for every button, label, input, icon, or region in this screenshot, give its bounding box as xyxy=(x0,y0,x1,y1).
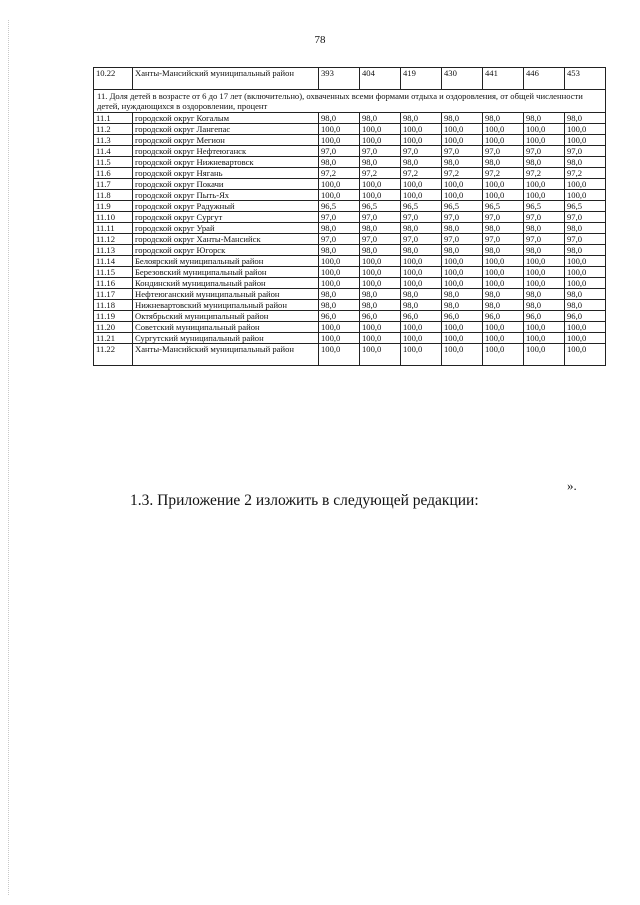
table-row xyxy=(94,146,606,157)
row-value: 100,0 xyxy=(565,124,606,135)
row-value: 96,5 xyxy=(565,201,606,212)
row-value: 100,0 xyxy=(442,344,483,366)
row-value: 98,0 xyxy=(360,113,401,124)
row-value: 98,0 xyxy=(319,245,360,256)
row-value: 100,0 xyxy=(360,135,401,146)
row-value: 100,0 xyxy=(524,344,565,366)
row-name: городской округ Нягань xyxy=(133,168,319,179)
row-value: 100,0 xyxy=(442,124,483,135)
row-value: 100,0 xyxy=(401,190,442,201)
table-row xyxy=(94,157,606,168)
row-code: 11.15 xyxy=(94,267,133,278)
row-value: 98,0 xyxy=(442,300,483,311)
row-value: 98,0 xyxy=(401,300,442,311)
row-value: 100,0 xyxy=(401,344,442,366)
row-value: 96,0 xyxy=(565,311,606,322)
row-value: 97,0 xyxy=(401,146,442,157)
row-value: 100,0 xyxy=(483,267,524,278)
row-value: 98,0 xyxy=(360,300,401,311)
row-value: 97,0 xyxy=(565,234,606,245)
row-value: 98,0 xyxy=(401,157,442,168)
row-value: 100,0 xyxy=(524,278,565,289)
row-value: 96,0 xyxy=(401,311,442,322)
table-row xyxy=(94,278,606,289)
row-value: 97,2 xyxy=(360,168,401,179)
row-value: 100,0 xyxy=(483,344,524,366)
row-value: 100,0 xyxy=(483,333,524,344)
row-value: 97,0 xyxy=(319,212,360,223)
row-value: 100,0 xyxy=(319,322,360,333)
row-name: городской округ Пыть-Ях xyxy=(133,190,319,201)
row-value: 100,0 xyxy=(524,267,565,278)
row-value: 100,0 xyxy=(524,333,565,344)
indicator-table xyxy=(93,67,606,366)
table-row xyxy=(94,168,606,179)
row-value: 98,0 xyxy=(360,289,401,300)
row-value: 100,0 xyxy=(442,190,483,201)
row-value: 100,0 xyxy=(565,322,606,333)
scan-margin-line xyxy=(8,20,9,895)
row-name: городской округ Ханты-Мансийск xyxy=(133,234,319,245)
row-value: 96,5 xyxy=(442,201,483,212)
row-code: 11.1 xyxy=(94,113,133,124)
row-value: 100,0 xyxy=(483,135,524,146)
row-value: 98,0 xyxy=(565,300,606,311)
row-value: 100,0 xyxy=(360,322,401,333)
row-value: 100,0 xyxy=(319,344,360,366)
row-value: 98,0 xyxy=(565,113,606,124)
row-value: 100,0 xyxy=(360,267,401,278)
row-value: 98,0 xyxy=(565,157,606,168)
row-value: 100,0 xyxy=(401,267,442,278)
row-value: 100,0 xyxy=(483,256,524,267)
row-code: 11.19 xyxy=(94,311,133,322)
table-row xyxy=(94,300,606,311)
row-value: 100,0 xyxy=(565,179,606,190)
row-value: 98,0 xyxy=(483,157,524,168)
row-code: 11.13 xyxy=(94,245,133,256)
row-value: 100,0 xyxy=(483,179,524,190)
row-value: 100,0 xyxy=(483,278,524,289)
row-value: 100,0 xyxy=(565,190,606,201)
row-value: 98,0 xyxy=(483,300,524,311)
row-value: 98,0 xyxy=(319,223,360,234)
row-value: 97,0 xyxy=(483,234,524,245)
closing-quote-mark: ». xyxy=(567,478,577,493)
row-value: 100,0 xyxy=(442,278,483,289)
row-value: 97,0 xyxy=(524,234,565,245)
row-code: 11.3 xyxy=(94,135,133,146)
table-row xyxy=(94,212,606,223)
row-code: 11.5 xyxy=(94,157,133,168)
row-value: 98,0 xyxy=(524,289,565,300)
row-value: 100,0 xyxy=(524,135,565,146)
table-row xyxy=(94,201,606,212)
row-value: 97,0 xyxy=(483,146,524,157)
row-name: Октябрьский муниципальный район xyxy=(133,311,319,322)
row-value: 97,0 xyxy=(319,234,360,245)
row-value: 100,0 xyxy=(442,322,483,333)
row-value: 100,0 xyxy=(442,333,483,344)
row-value: 97,0 xyxy=(401,234,442,245)
page-number: 78 xyxy=(314,34,326,46)
row-value: 100,0 xyxy=(565,278,606,289)
row-value: 98,0 xyxy=(442,245,483,256)
row-value: 97,0 xyxy=(442,212,483,223)
row-value: 96,0 xyxy=(360,311,401,322)
row-name: городской округ Когалым xyxy=(133,113,319,124)
row-code: 11.21 xyxy=(94,333,133,344)
table-row xyxy=(94,333,606,344)
row-value: 96,5 xyxy=(401,201,442,212)
table-row xyxy=(94,267,606,278)
row-value: 96,5 xyxy=(319,201,360,212)
row-value: 98,0 xyxy=(319,157,360,168)
row-value: 100,0 xyxy=(483,190,524,201)
row-value: 97,2 xyxy=(483,168,524,179)
row-value: 100,0 xyxy=(319,333,360,344)
row-value: 98,0 xyxy=(401,245,442,256)
row-code: 11.14 xyxy=(94,256,133,267)
row-name: городской округ Урай xyxy=(133,223,319,234)
row-code: 11.2 xyxy=(94,124,133,135)
row-code: 11.9 xyxy=(94,201,133,212)
row-value: 100,0 xyxy=(360,124,401,135)
row-value: 98,0 xyxy=(401,113,442,124)
row-value: 100,0 xyxy=(319,267,360,278)
row-value: 98,0 xyxy=(524,113,565,124)
row-name: Сургутский муниципальный район xyxy=(133,333,319,344)
row-value: 97,0 xyxy=(524,212,565,223)
row-value: 98,0 xyxy=(442,223,483,234)
row-value: 96,5 xyxy=(360,201,401,212)
row-value: 404 xyxy=(360,68,401,90)
row-name: городской округ Югорск xyxy=(133,245,319,256)
row-value: 98,0 xyxy=(442,113,483,124)
row-code: 11.17 xyxy=(94,289,133,300)
row-value: 98,0 xyxy=(565,223,606,234)
row-code: 11.7 xyxy=(94,179,133,190)
amendment-instruction: 1.3. Приложение 2 изложить в следующей редакции: xyxy=(130,492,479,509)
row-value: 98,0 xyxy=(401,223,442,234)
row-value: 98,0 xyxy=(483,289,524,300)
row-value: 100,0 xyxy=(401,256,442,267)
row-value: 419 xyxy=(401,68,442,90)
row-value: 98,0 xyxy=(565,289,606,300)
table-row xyxy=(94,223,606,234)
row-name: Нефтеюганский муниципальный район xyxy=(133,289,319,300)
row-value: 98,0 xyxy=(360,223,401,234)
row-name: Березовский муниципальный район xyxy=(133,267,319,278)
row-value: 98,0 xyxy=(442,157,483,168)
row-value: 100,0 xyxy=(319,135,360,146)
row-name: Ханты-Мансийский муниципальный район xyxy=(133,68,319,90)
row-value: 100,0 xyxy=(483,124,524,135)
row-value: 441 xyxy=(483,68,524,90)
row-value: 100,0 xyxy=(319,179,360,190)
row-code: 11.16 xyxy=(94,278,133,289)
row-value: 100,0 xyxy=(565,344,606,366)
row-name: городской округ Радужный xyxy=(133,201,319,212)
row-code: 11.12 xyxy=(94,234,133,245)
row-value: 97,2 xyxy=(319,168,360,179)
row-value: 100,0 xyxy=(565,267,606,278)
row-code: 10.22 xyxy=(94,68,133,90)
row-code: 11.20 xyxy=(94,322,133,333)
row-name: Нижневартовский муниципальный район xyxy=(133,300,319,311)
table-row xyxy=(94,245,606,256)
row-value: 100,0 xyxy=(442,256,483,267)
row-value: 100,0 xyxy=(401,124,442,135)
row-name: городской округ Мегион xyxy=(133,135,319,146)
row-value: 97,2 xyxy=(524,168,565,179)
row-value: 97,0 xyxy=(319,146,360,157)
row-value: 98,0 xyxy=(360,157,401,168)
row-value: 96,0 xyxy=(483,311,524,322)
row-code: 11.6 xyxy=(94,168,133,179)
row-value: 98,0 xyxy=(483,113,524,124)
row-value: 446 xyxy=(524,68,565,90)
row-value: 97,0 xyxy=(360,146,401,157)
row-value: 98,0 xyxy=(442,289,483,300)
row-value: 100,0 xyxy=(401,278,442,289)
row-value: 100,0 xyxy=(401,135,442,146)
row-value: 97,0 xyxy=(401,212,442,223)
row-value: 100,0 xyxy=(524,179,565,190)
row-name: городской округ Сургут xyxy=(133,212,319,223)
table-row xyxy=(94,68,606,90)
row-value: 98,0 xyxy=(524,157,565,168)
table-row xyxy=(94,289,606,300)
row-value: 100,0 xyxy=(524,322,565,333)
row-value: 100,0 xyxy=(319,124,360,135)
row-value: 97,0 xyxy=(360,212,401,223)
row-value: 100,0 xyxy=(319,256,360,267)
row-value: 100,0 xyxy=(565,135,606,146)
table-row xyxy=(94,179,606,190)
row-value: 100,0 xyxy=(360,278,401,289)
row-name: Белоярский муниципальный район xyxy=(133,256,319,267)
row-value: 100,0 xyxy=(360,256,401,267)
row-name: Ханты-Мансийский муниципальный район xyxy=(133,344,319,366)
row-value: 100,0 xyxy=(401,333,442,344)
row-value: 100,0 xyxy=(565,256,606,267)
row-value: 100,0 xyxy=(360,344,401,366)
row-value: 97,0 xyxy=(360,234,401,245)
section-header-row xyxy=(94,90,606,113)
row-name: городской округ Покачи xyxy=(133,179,319,190)
table-row xyxy=(94,113,606,124)
row-value: 100,0 xyxy=(319,278,360,289)
row-value: 100,0 xyxy=(360,333,401,344)
row-value: 100,0 xyxy=(524,124,565,135)
row-value: 97,0 xyxy=(442,146,483,157)
row-value: 97,0 xyxy=(565,146,606,157)
row-value: 98,0 xyxy=(360,245,401,256)
row-value: 100,0 xyxy=(401,322,442,333)
row-value: 100,0 xyxy=(360,190,401,201)
row-name: Советский муниципальный район xyxy=(133,322,319,333)
row-value: 100,0 xyxy=(565,333,606,344)
row-value: 430 xyxy=(442,68,483,90)
row-value: 98,0 xyxy=(483,223,524,234)
row-value: 97,2 xyxy=(442,168,483,179)
row-value: 98,0 xyxy=(524,223,565,234)
row-value: 97,0 xyxy=(483,212,524,223)
row-value: 100,0 xyxy=(360,179,401,190)
row-value: 96,5 xyxy=(524,201,565,212)
row-value: 98,0 xyxy=(524,300,565,311)
row-value: 100,0 xyxy=(442,267,483,278)
row-value: 100,0 xyxy=(442,179,483,190)
section-title: 11. Доля детей в возрасте от 6 до 17 лет (включительно), охваченных всеми формами отдыха и оздоровления, от общей численности детей, нуждающихся в оздоровлении, процент xyxy=(94,90,606,113)
row-value: 96,0 xyxy=(319,311,360,322)
row-name: городской округ Нефтеюганск xyxy=(133,146,319,157)
row-code: 11.10 xyxy=(94,212,133,223)
table-row xyxy=(94,344,606,366)
row-value: 98,0 xyxy=(319,113,360,124)
row-name: Кондинский муниципальный район xyxy=(133,278,319,289)
row-value: 98,0 xyxy=(565,245,606,256)
table-row xyxy=(94,256,606,267)
row-value: 98,0 xyxy=(483,245,524,256)
row-code: 11.11 xyxy=(94,223,133,234)
row-value: 97,0 xyxy=(442,234,483,245)
table-row xyxy=(94,322,606,333)
row-code: 11.4 xyxy=(94,146,133,157)
table-row xyxy=(94,190,606,201)
row-value: 96,0 xyxy=(524,311,565,322)
row-code: 11.22 xyxy=(94,344,133,366)
row-name: городской округ Нижневартовск xyxy=(133,157,319,168)
row-code: 11.8 xyxy=(94,190,133,201)
row-value: 98,0 xyxy=(319,300,360,311)
table-row xyxy=(94,135,606,146)
row-value: 96,0 xyxy=(442,311,483,322)
row-value: 100,0 xyxy=(483,322,524,333)
row-code: 11.18 xyxy=(94,300,133,311)
table-row xyxy=(94,311,606,322)
row-value: 98,0 xyxy=(401,289,442,300)
row-value: 98,0 xyxy=(319,289,360,300)
row-value: 96,5 xyxy=(483,201,524,212)
row-value: 100,0 xyxy=(442,135,483,146)
table-row xyxy=(94,124,606,135)
row-value: 393 xyxy=(319,68,360,90)
row-value: 100,0 xyxy=(319,190,360,201)
row-name: городской округ Лангепас xyxy=(133,124,319,135)
row-value: 100,0 xyxy=(401,179,442,190)
row-value: 97,0 xyxy=(524,146,565,157)
row-value: 453 xyxy=(565,68,606,90)
row-value: 97,2 xyxy=(401,168,442,179)
row-value: 97,0 xyxy=(565,212,606,223)
table-row xyxy=(94,234,606,245)
row-value: 100,0 xyxy=(524,256,565,267)
row-value: 97,2 xyxy=(565,168,606,179)
row-value: 98,0 xyxy=(524,245,565,256)
row-value: 100,0 xyxy=(524,190,565,201)
